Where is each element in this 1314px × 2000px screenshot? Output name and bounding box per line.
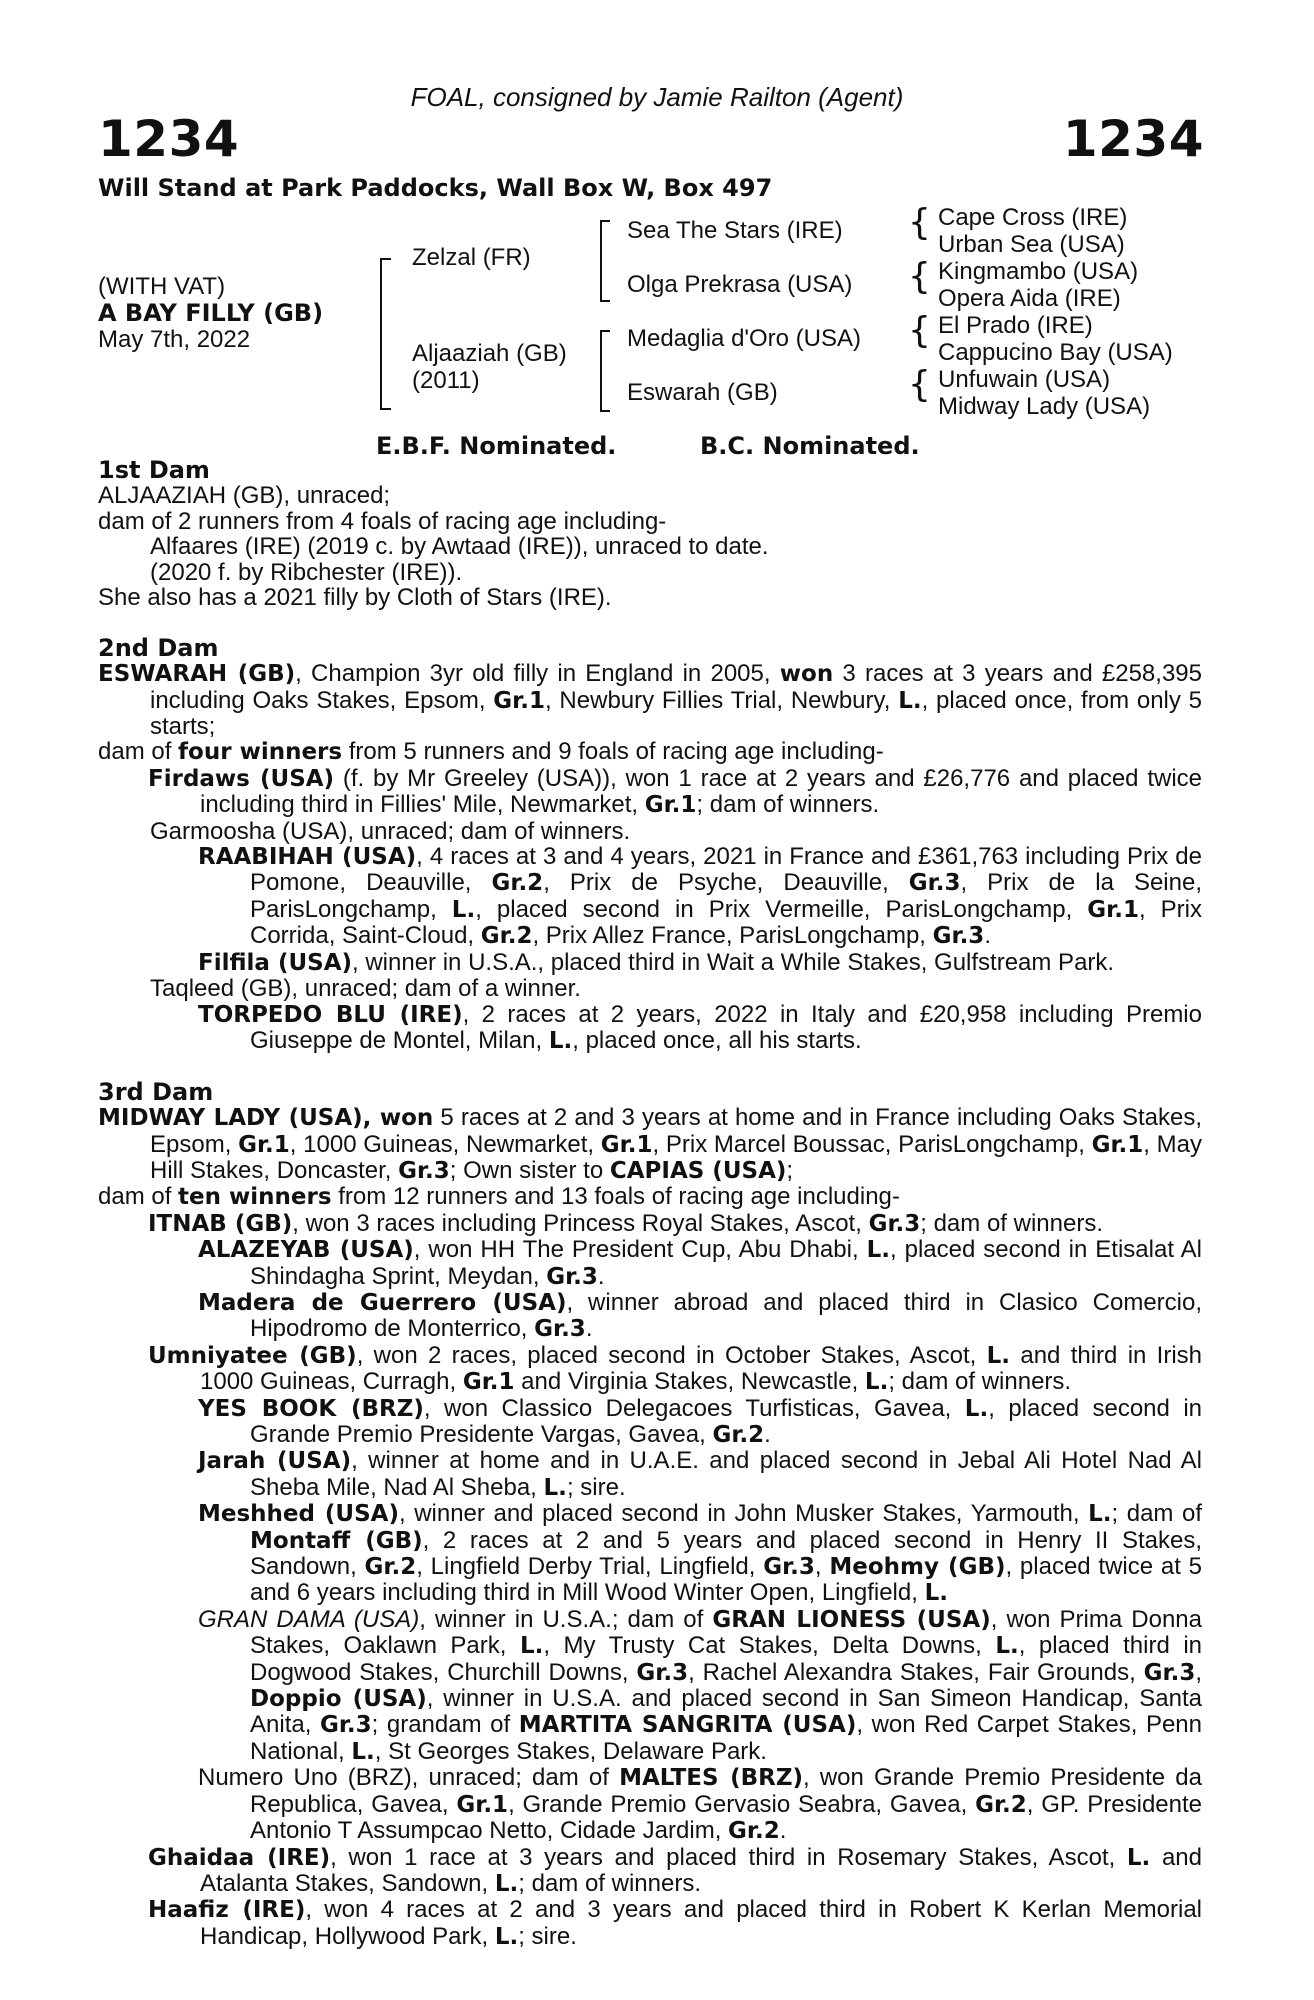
alazeyab-entry: ALAZEYAB (USA), won HH The President Cup, Abu Dhabi, L., placed second in Etisalat Al Shindagha Sprint, Meydan, Gr.3. (198, 1236, 1202, 1290)
stand-location: Will Stand at Park Paddocks, Wall Box W, Box 497 (98, 174, 773, 202)
grandparent-brace-1: { (908, 202, 931, 243)
first-dam-title: 1st Dam (98, 456, 210, 484)
meshhed-entry: Meshhed (USA), winner and placed second in John Musker Stakes, Yarmouth, L.; dam of Montaff (GB), 2 races at 2 and 5 years and placed second in Henry II Stakes, Sandown, Gr.2, Lingfield Derby Trial, Lingfield, Gr.3, Meohmy (GB), placed twice at 5 and 6 years including third in Mill Wood Winter Open, Lingfield, L. (198, 1500, 1203, 1607)
grandama-entry: GRAN DAMA (USA), winner in U.S.A.; dam of GRAN LIONESS (USA), won Prima Donna Stakes, Oaklawn Park, L., My Trusty Cat Stakes, Delta Downs, L., placed third in Dogwood Stakes, Churchill Downs, Gr.3, Rachel Alexandra Stakes, Fair Grounds, Gr.3, Doppio (USA), winner in U.S.A. and placed second in San Simeon Handicap, Santa Anita, Gr.3; grandam of MARTITA SANGRITA (USA), won Red Carpet Stakes, Penn National, L., St Georges Stakes, Delaware Park. (198, 1605, 1203, 1765)
dam-year: (2011) (412, 367, 480, 394)
consignment-line: FOAL, consigned by Jamie Railton (Agent) (410, 82, 904, 112)
first-dam-line: She also has a 2021 filly by Cloth of Stars (IRE). (98, 584, 612, 612)
produce-summary: dam of four winners from 5 runners and 9 foals of racing age including- (98, 738, 884, 766)
vat-note: (WITH VAT) (98, 273, 226, 300)
lot-number-right: 1234 (1062, 110, 1204, 168)
sire-dam: Olga Prekrasa (USA) (627, 271, 853, 298)
produce-summary: dam of ten winners from 12 runners and 13 foals of racing age including- (98, 1183, 900, 1211)
ebf-nominated: E.B.F. Nominated. (376, 432, 617, 460)
jarah-entry: Jarah (USA), winner at home and in U.A.E. and placed second in Jebal Ali Hotel Nad Al Sheba Mile, Nad Al Sheba, L.; sire. (198, 1447, 1203, 1501)
g8: Midway Lady (USA) (938, 393, 1151, 420)
raabihah-entry: RAABIHAH (USA), 4 races at 3 and 4 years, 2021 in France and £361,763 including Prix de Pomone, Deauville, Gr.2, Prix de Psyche, Deauville, Gr.3, Prix de la Seine, ParisLongchamp, L., placed second in Prix Vermeille, ParisLongchamp, Gr.1, Prix Corrida, Saint-Cloud, Gr.2, Prix Allez France, ParisLongchamp, Gr.3. (198, 843, 1202, 950)
g5: El Prado (IRE) (938, 312, 1093, 339)
grandparent-brace-2: { (908, 256, 931, 297)
first-dam-line: ALJAAZIAH (GB), unraced; (98, 482, 391, 510)
numero-entry: Numero Uno (BRZ), unraced; dam of MALTES (BRZ), won Grande Premio Presidente da Republica, Gavea, Gr.1, Grande Premio Gervasio Seabra, Gavea, Gr.2, GP. Presidente Antonio T Assumpcao Netto, Cidade Jardim, Gr.2. (198, 1764, 1203, 1845)
first-dam-line: dam of 2 runners from 4 foals of racing age including- (98, 507, 667, 535)
dam-sire: Medaglia d'Oro (USA) (627, 325, 861, 352)
yesbook-entry: YES BOOK (BRZ), won Classico Delegacoes Turfisticas, Gavea, L., placed second in Grande Premio Presidente Vargas, Gavea, Gr.2. (198, 1394, 1202, 1448)
lot-number-left: 1234 (98, 110, 240, 168)
g4: Opera Aida (IRE) (938, 285, 1121, 312)
catalogue-body (98, 458, 1202, 1950)
bc-nominated: B.C. Nominated. (700, 432, 920, 460)
taqleed-entry: Taqleed (GB), unraced; dam of a winner. (150, 975, 581, 1003)
g7: Unfuwain (USA) (938, 366, 1111, 393)
garmoosha-entry: Garmoosha (USA), unraced; dam of winners. (150, 817, 631, 845)
sire-sire: Sea The Stars (IRE) (627, 217, 843, 244)
torpedo-entry: TORPEDO BLU (IRE), 2 races at 2 years, 2022 in Italy and £20,958 including Premio Giuseppe de Montel, Milan, L., placed once, all his starts. (198, 1000, 1202, 1054)
g3: Kingmambo (USA) (938, 258, 1139, 285)
third-dam-title: 3rd Dam (98, 1077, 214, 1106)
filfila-entry: Filfila (USA), winner in U.S.A., placed third in Wait a While Stakes, Gulfstream Park. (198, 948, 1115, 976)
midway-entry: MIDWAY LADY (USA), won 5 races at 2 and 3 years at home and in France including Oaks Stakes, Epsom, Gr.1, 1000 Guineas, Newmarket, Gr.1, Prix Marcel Boussac, ParisLongchamp, Gr.1, May Hill Stakes, Doncaster, Gr.3; Own sister to CAPIAS (USA); (98, 1104, 1202, 1184)
horse-name: A BAY FILLY (GB) (98, 299, 324, 327)
second-dam-title: 2nd Dam (98, 633, 219, 662)
eswarah-entry: ESWARAH (GB), Champion 3yr old filly in England in 2005, won 3 races at 3 years and £258,395 including Oaks Stakes, Epsom, Gr.1, Newbury Fillies Trial, Newbury, L., placed once, from only 5 starts; (98, 660, 1203, 741)
g6: Cappucino Bay (USA) (938, 339, 1173, 366)
madera-entry: Madera de Guerrero (USA), winner abroad and placed third in Clasico Comercio, Hipodromo de Monterrico, Gr.3. (198, 1288, 1203, 1343)
first-dam-line: (2020 f. by Ribchester (IRE)). (150, 558, 463, 586)
dam-name: Aljaaziah (GB) (412, 340, 567, 367)
grandparent-brace-3: { (908, 310, 931, 351)
first-dam-line: Alfaares (IRE) (2019 c. by Awtaad (IRE)), unraced to date. (150, 533, 769, 561)
sire-line-brace (600, 220, 610, 302)
umniyatee-entry: Umniyatee (GB), won 2 races, placed second in October Stakes, Ascot, L. and third in Irish 1000 Guineas, Curragh, Gr.1 and Virginia Stakes, Newcastle, L.; dam of winners. (148, 1341, 1203, 1396)
itnab-entry: ITNAB (GB), won 3 races including Princess Royal Stakes, Ascot, Gr.3; dam of winners. (148, 1209, 1103, 1237)
dam-line-brace (600, 330, 610, 412)
firdaws-entry: Firdaws (USA) (f. by Mr Greeley (USA)), won 1 race at 2 years and £26,776 and placed twice including third in Fillies' Mile, Newmarket, Gr.1; dam of winners. (148, 764, 1202, 819)
horse-dob: May 7th, 2022 (98, 326, 251, 353)
sire-name: Zelzal (FR) (412, 244, 531, 271)
ghaidaa-entry: Ghaidaa (IRE), won 1 race at 3 years and placed third in Rosemary Stakes, Ascot, L. and Atalanta Stakes, Sandown, L.; dam of winners. (148, 1843, 1203, 1897)
g1: Cape Cross (IRE) (938, 204, 1128, 231)
pedigree-brace (380, 258, 391, 410)
haafiz-entry: Haafiz (IRE), won 4 races at 2 and 3 years and placed third in Robert K Kerlan Memorial Handicap, Hollywood Park, L.; sire. (148, 1896, 1202, 1950)
grandparent-brace-4: { (908, 364, 931, 405)
dam-dam: Eswarah (GB) (627, 379, 778, 406)
g2: Urban Sea (USA) (938, 231, 1125, 258)
